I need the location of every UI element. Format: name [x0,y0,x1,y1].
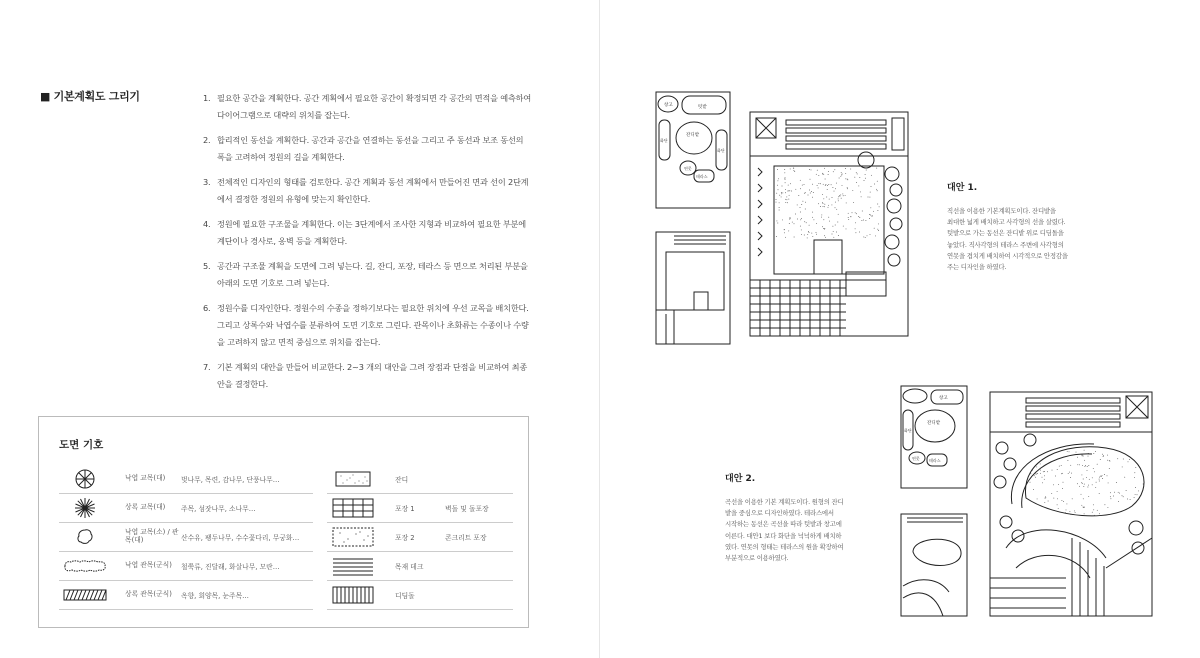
alt1-line: 주는 디자인을 하였다. [947,263,1007,272]
wood-deck-icon [327,555,379,577]
label-terrace: 테라스 [929,458,941,463]
legend-name: 상록 관목(군식) [125,590,172,598]
alt2-line: 이른다. 대안1 보다 화단을 넉넉하게 배치하 [725,531,842,540]
alt2-line: 밭을 중심으로 디자인하였다. 테라스에서 [725,509,834,518]
evergreen-shrub-group-icon [59,584,111,606]
right-page [600,0,1200,658]
legend-example: 철쭉류, 진달래, 화살나무, 모란… [181,563,280,571]
legend-name: 낙엽 교목(대) [125,474,166,482]
step-item [203,216,533,250]
legend-row [59,552,313,581]
evergreen-tree-icon [59,497,111,519]
alt1-line: 최대한 넓게 배치하고 사각형의 선을 살렸다. [947,218,1066,227]
alt1-title: 대안 1. [947,183,978,193]
legend-example: 산수유, 팽두나무, 수수꽃다리, 무궁화… [181,534,300,542]
legend-name: 포장 1 [395,505,415,513]
step-number: 2. [203,135,211,145]
alt1-description [947,206,1105,273]
alt2-line: 곡선을 이용한 기본 계획도이다. 원형의 잔디 [725,498,844,506]
label-flowerbed-right: 화단 [717,148,725,153]
step-number: 3. [203,177,211,187]
label-shed: 창고 [939,396,948,401]
alt2-main-plan [986,388,1158,620]
label-flowerbed-left: 화단 [660,138,668,143]
legend-row [59,465,313,494]
step-number: 6. [203,303,211,313]
label-vegetable-garden: 텃밭 [698,105,707,110]
legend-name: 상록 교목(대) [125,503,166,511]
alt2-description [725,497,880,564]
legend-column-surfaces [327,465,513,610]
legend-name: 낙엽 관목(군식) [125,561,172,569]
legend-column-plants [59,465,313,610]
label-pond: 연못 [684,166,692,171]
section-title: ■ 기본계획도 그리기 [40,90,140,103]
legend-example: 주목, 섬잣나무, 소나무… [181,505,256,513]
alt2-line: 시작하는 동선은 곡선을 따라 텃밭과 창고에 [725,520,842,529]
step-text: 정원에 필요한 구조물을 계획한다. 이는 3단계에서 조사한 지형과 비교하여 필요한 부분에 계단이나 경사로, 옹벽 등을 계획한다. [217,219,526,246]
alt2-line: 였다. 연못의 형태는 테라스의 원을 확장하여 [725,542,844,551]
step-item [203,132,533,166]
deciduous-tree-small-icon [59,526,111,548]
legend-name: 포장 2 [395,534,415,542]
label-lawn: 잔디밭 [686,133,700,138]
legend-title: 도면 기호 [59,439,104,451]
step-number: 7. [203,362,211,372]
paving-1-icon [327,497,379,519]
alt1-line: 직선을 이용한 기본계획도이다. 잔디밭을 [947,207,1056,215]
deciduous-tree-large-icon [59,468,111,490]
legend-row [327,494,513,523]
legend-example: 벽돌 및 돌포장 [445,505,489,513]
alt2-title: 대안 2. [725,474,756,484]
step-text: 정원수를 디자인한다. 정원수의 수종을 정하기보다는 필요한 위치에 우선 교목을 배치한다. 그리고 상록수와 낙엽수를 분류하여 도면 기호로 그린다. 관목이나 초화류는 수종이나 수량을 고려하지 않고 면적 중심으로 위치를 잡는다. [217,303,529,347]
step-number: 1. [203,93,211,103]
lawn-icon [327,468,379,490]
step-text: 기본 계획의 대안을 만들어 비교한다. 2~3 개의 대안을 그려 장점과 단점을 비교하여 최종 안을 결정한다. [217,362,528,389]
step-item [203,258,533,292]
legend-row [327,465,513,494]
stepping-stones-icon [327,584,379,606]
legend-row [59,581,313,610]
alt2-line: 부분적으로 이용하였다. [725,554,789,563]
steps-list [203,90,533,401]
legend-box [38,416,529,628]
legend-name: 디딤돌 [395,592,415,600]
step-item [203,359,533,393]
legend-row [327,523,513,552]
paving-2-icon [327,526,379,548]
step-text: 공간과 구조물 계획을 도면에 그려 넣는다. 길, 잔디, 포장, 테라스 등 면으로 처리된 부분을 아래의 도면 기호로 그려 넣는다. [217,261,528,288]
step-item [203,90,533,124]
alt1-line: 놓았다. 직사각형의 테라스 주변에 사각형의 [947,240,1064,249]
step-text: 합리적인 동선을 계획한다. 공간과 공간을 연결하는 동선을 그리고 주 동선과 보조 동선의 폭을 고려하여 정원의 길을 계획한다. [217,135,524,162]
label-terrace: 테라스 [696,174,708,179]
step-text: 필요한 공간을 계획한다. 공간 계획에서 필요한 공간이 확정되면 각 공간의 면적을 예측하여 다이어그램으로 대략의 위치를 잡는다. [217,93,532,120]
legend-name: 목재 데크 [395,563,424,571]
label-flowerbed: 화단 [904,428,912,433]
label-shed: 창고 [664,103,673,108]
legend-name: 낙엽 교목(소) / 관목(대) [125,528,179,544]
legend-row [59,494,313,523]
legend-row [59,523,313,552]
legend-row [327,552,513,581]
deciduous-shrub-group-icon [59,555,111,577]
step-item [203,300,533,351]
legend-name: 잔디 [395,476,409,484]
step-number: 4. [203,219,211,229]
alt1-bubble-diagram [654,90,734,210]
alt1-line: 연못을 겹치게 배치하여 시각적으로 안정감을 [947,251,1068,260]
alt2-form-sketch [899,512,971,618]
alt2-bubble-diagram [899,384,969,490]
legend-example: 벚나무, 목련, 감나무, 단풍나무… [181,476,280,484]
step-number: 5. [203,261,211,271]
alt1-main-plan [746,108,916,340]
alt1-form-sketch [654,230,734,348]
label-lawn: 잔디밭 [927,421,941,426]
legend-example: 콘크리트 포장 [445,534,487,542]
step-item [203,174,533,208]
legend-example: 옥향, 회양목, 눈주목… [181,592,249,600]
label-pond: 연못 [912,456,920,461]
legend-row [327,581,513,610]
alt1-line: 텃밭으로 가는 동선은 잔디밭 위로 디딤돌을 [947,229,1064,238]
step-text: 전체적인 디자인의 형태를 검토한다. 공간 계획과 동선 계획에서 만들어진 면과 선이 2단계에서 결정한 정원의 유형에 맞는지 확인한다. [217,177,529,204]
